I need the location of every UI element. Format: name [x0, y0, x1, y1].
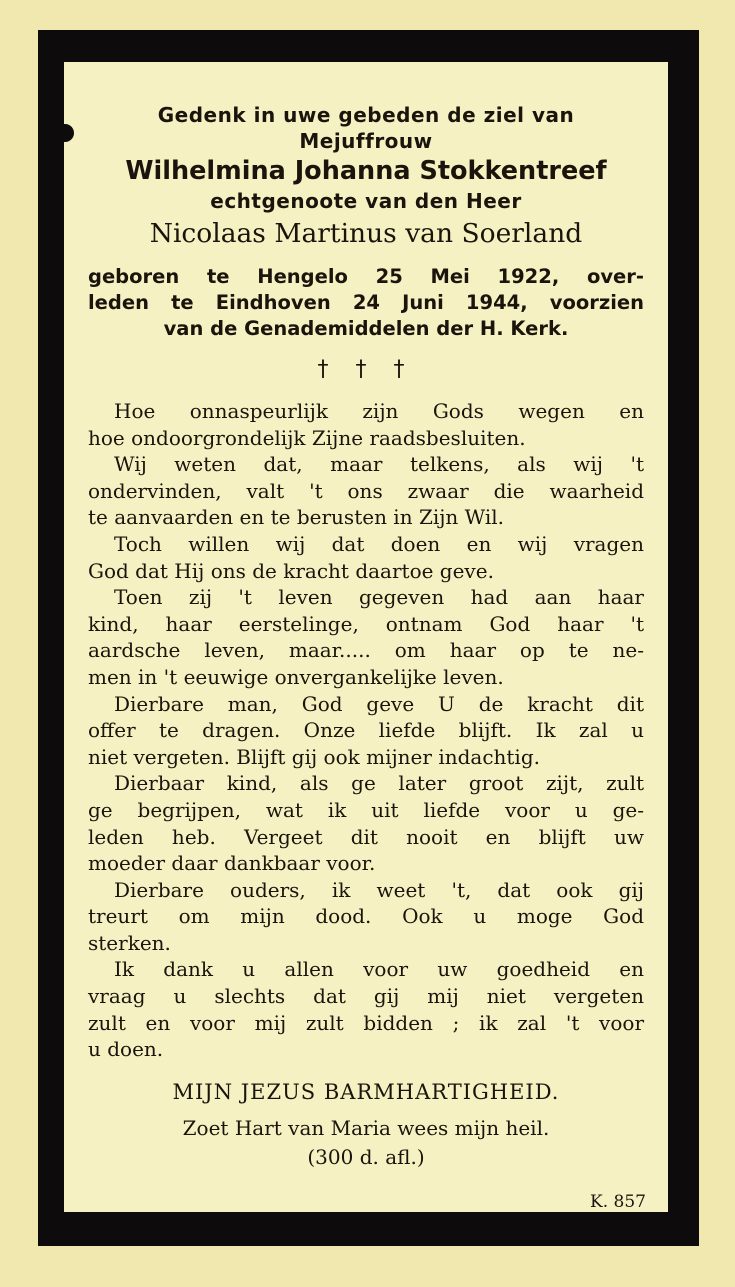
- text-line: hoe ondoorgrondelijk Zijne raadsbesluiten.: [88, 425, 526, 450]
- text-line: te aanvaarden en te berusten in Zijn Wil.: [88, 505, 505, 530]
- relation-line: echtgenoote van den Heer: [210, 189, 522, 213]
- intro-line: Gedenk in uwe gebeden de ziel van: [157, 103, 575, 127]
- deceased-name: Wilhelmina Johanna Stokkentreef: [125, 156, 607, 186]
- text-line: offer te dragen. Onze liefde blijft. Ik zal u: [88, 718, 644, 743]
- text-line: ondervinden, valt 't ons zwaar die waarheid: [88, 478, 644, 503]
- birth-death-block: [88, 264, 644, 342]
- text-line: kind, haar eerstelinge, ontnam God haar 't: [88, 611, 644, 636]
- birth-death-line: van de Genademiddelen der H. Kerk.: [163, 317, 569, 340]
- card-code: K. 857: [590, 1192, 646, 1212]
- card-content: [88, 102, 644, 1171]
- text-line: treurt om mijn dood. Ook u moge God: [88, 904, 644, 929]
- text-line: Toen zij 't leven gegeven had aan haar: [114, 585, 644, 610]
- text-line: aardsche leven, maar..... om haar op te ne-: [88, 638, 644, 663]
- birth-death-line: geboren te Hengelo 25 Mei 1922, over-: [88, 265, 644, 288]
- prayer-maria: Zoet Hart van Maria wees mijn heil.: [182, 1115, 550, 1140]
- spouse-name: Nicolaas Martinus van Soerland: [149, 218, 583, 249]
- text-line: Dierbare man, God geve U de kracht dit: [114, 691, 644, 716]
- text-line: sterken.: [88, 930, 171, 955]
- text-line: Hoe onnaspeurlijk zijn Gods wegen en: [114, 399, 644, 423]
- text-line: Dierbare ouders, ik weet 't, dat ook gij: [114, 877, 644, 902]
- text-line: u doen.: [88, 1037, 164, 1062]
- crosses: † † †: [317, 357, 415, 382]
- prayer-barmhartigheid: MIJN JEZUS BARMHARTIGHEID.: [172, 1079, 560, 1104]
- text-line: zult en voor mij zult bidden ; ik zal 't voor: [88, 1010, 644, 1035]
- meditation-text: [88, 398, 644, 1063]
- text-line: moeder daar dankbaar voor.: [88, 851, 376, 876]
- memorial-card: [64, 62, 668, 1212]
- text-line: Wij weten dat, maar telkens, als wij 't: [114, 452, 644, 477]
- indulgence-note: (300 d. afl.): [307, 1144, 425, 1169]
- text-line: Toch willen wij dat doen en wij vragen: [114, 531, 644, 556]
- birth-death-line: leden te Eindhoven 24 Juni 1944, voorzien: [88, 291, 644, 314]
- text-line: niet vergeten. Blijft gij ook mijner indachtig.: [88, 744, 540, 769]
- print-mark: [64, 124, 74, 142]
- text-line: Ik dank u allen voor uw goedheid en: [114, 957, 644, 982]
- text-line: Dierbaar kind, als ge later groot zijt, zult: [114, 771, 644, 796]
- card-border: [38, 30, 699, 1246]
- text-line: leden heb. Vergeet dit nooit en blijft uw: [88, 824, 644, 849]
- text-line: ge begrijpen, wat ik uit liefde voor u ge-: [88, 797, 644, 822]
- title-mejuffrouw: Mejuffrouw: [299, 129, 433, 153]
- text-line: God dat Hij ons de kracht daartoe geve.: [88, 558, 494, 583]
- text-line: men in 't eeuwige onvergankelijke leven.: [88, 664, 504, 689]
- text-line: vraag u slechts dat gij mij niet vergeten: [88, 984, 644, 1009]
